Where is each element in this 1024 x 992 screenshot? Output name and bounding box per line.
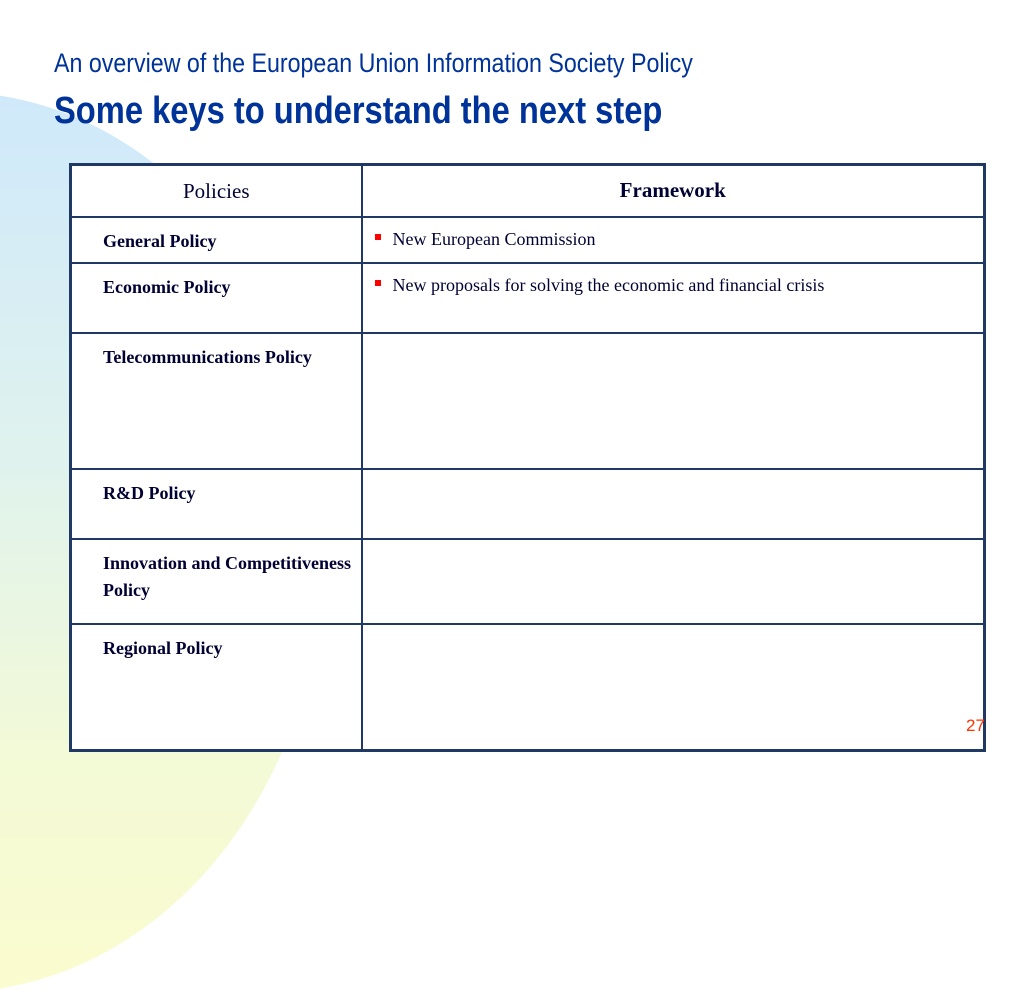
framework-cell [362, 263, 985, 333]
framework-cell [362, 217, 985, 263]
column-header-policies: Policies [71, 165, 362, 218]
policy-cell: R&D Policy [71, 469, 362, 539]
policy-cell: Innovation and Competitiveness Policy [71, 539, 362, 624]
framework-text: New proposals for solving the economic and financial crisis [392, 275, 825, 295]
policy-table [69, 163, 986, 752]
table-row [71, 624, 985, 751]
framework-cell [362, 539, 985, 624]
table-row [71, 217, 985, 263]
framework-bullet-item [375, 228, 976, 250]
framework-bullet-item [375, 274, 976, 296]
square-bullet-icon [375, 280, 381, 286]
framework-cell [362, 469, 985, 539]
table-row [71, 469, 985, 539]
page-number: 27 [966, 716, 985, 735]
policy-cell: Regional Policy [71, 624, 362, 751]
policy-cell: Economic Policy [71, 263, 362, 333]
table-row [71, 263, 985, 333]
framework-text: New European Commission [392, 229, 596, 249]
table-header-row [71, 165, 985, 218]
policy-cell: General Policy [71, 217, 362, 263]
square-bullet-icon [375, 234, 381, 240]
table-row [71, 333, 985, 469]
slide-subtitle: An overview of the European Union Information Society Policy [54, 48, 693, 78]
slide-title: Some keys to understand the next step [54, 90, 663, 132]
framework-cell [362, 333, 985, 469]
framework-cell [362, 624, 985, 751]
table-row [71, 539, 985, 624]
column-header-framework: Framework [362, 165, 985, 218]
policy-cell: Telecommunications Policy [71, 333, 362, 469]
